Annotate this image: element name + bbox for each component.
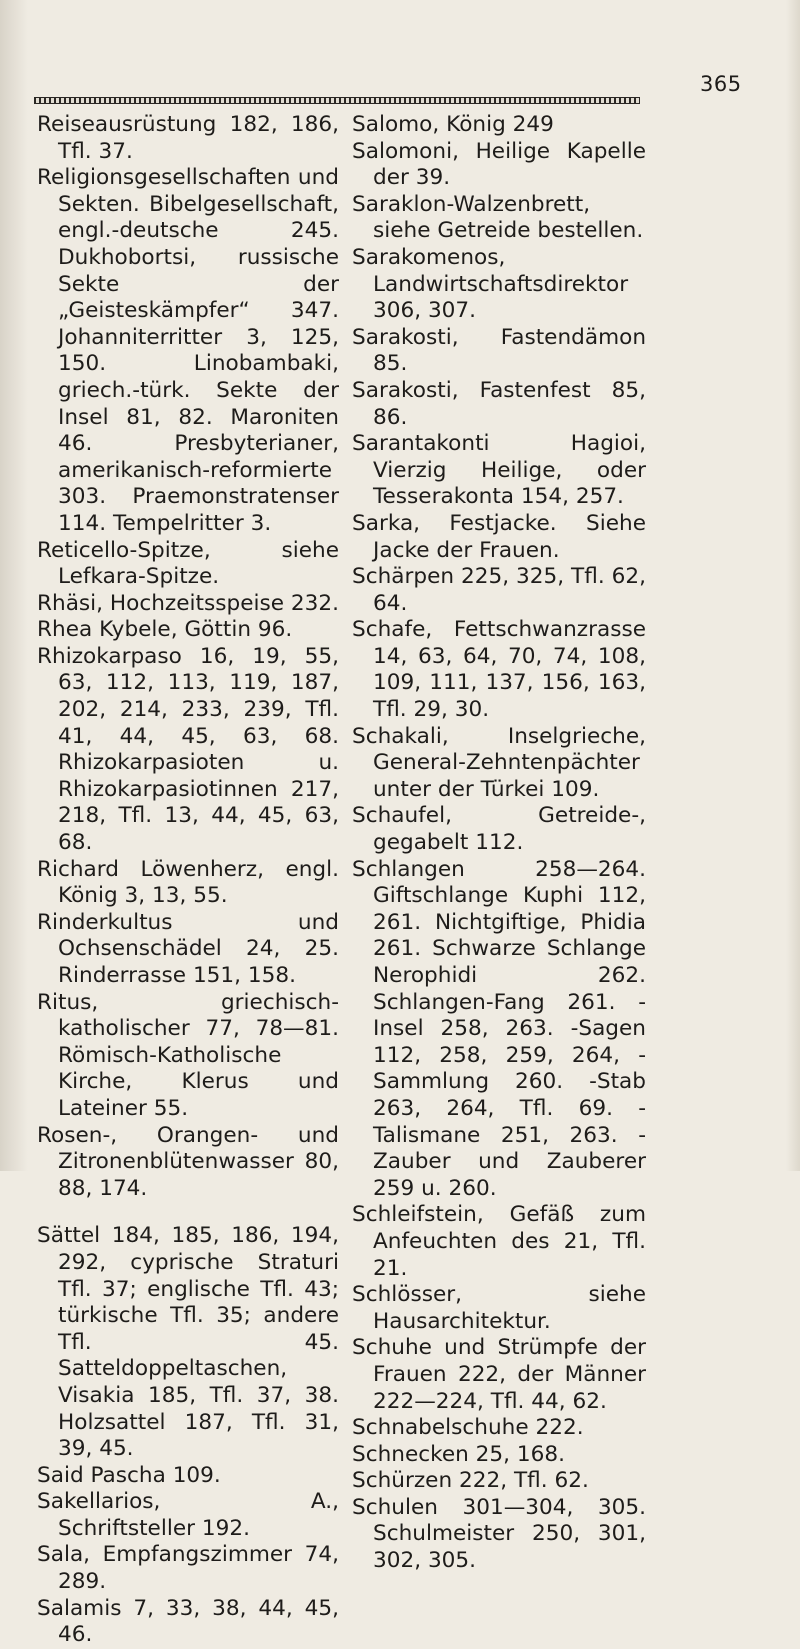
index-entry: Sala, Empfangszimmer 74, 289. — [37, 1542, 339, 1595]
index-entry: Sättel 184, 185, 186, 194, 292, cyprische Straturi Tfl. 37; englische Tfl. 43; türkische Tfl. 35; andere Tfl. 45. Satteldoppeltaschen, Visakia 185, Tfl. 37, 38. Holzsattel 187, Tfl. 31, 39, 45. — [37, 1223, 339, 1462]
index-entry: Sarka, Festjacke. Siehe Jacke der Frauen. — [352, 510, 646, 563]
index-entry: Sarantakonti Hagioi, Vierzig Heilige, oder Tesserakonta 154, 257. — [352, 431, 646, 510]
index-entry: Sarakomenos, Landwirtschaftsdirektor 306, 307. — [352, 244, 629, 324]
index-entry: Schlangen 258—264. Giftschlange Kuphi 112, 261. Nichtgiftige, Phidia 261. Schwarze Schlange Nerophidi 262. Schlangen-Fang 261. -Insel 258, 263. -Sagen 112, 258, 259, 264, -Sammlung 260. -Stab 263, 264, Tfl. 69. -Talismane 251, 263. -Zauber und Zauberer 259 u. 260. — [352, 856, 646, 1201]
index-entry: Rhäsi, Hochzeitsspeise 232. — [37, 590, 339, 616]
index-entry: Schlösser, siehe Hausarchitektur. — [352, 1282, 646, 1334]
index-entry: Sarakosti, Fastendämon 85. — [352, 324, 646, 377]
index-entry: Salomo, König 249 — [352, 112, 554, 137]
index-entry: Richard Löwenherz, engl. König 3, 13, 55. — [37, 856, 339, 909]
ornamental-header-rule — [34, 97, 640, 104]
index-entry: Schürzen 222, Tfl. 62. — [352, 1468, 589, 1494]
index-entry: Rinderkultus und Ochsenschädel 24, 25. Rinderrasse 151, 158. — [37, 909, 339, 988]
index-entry: Said Pascha 109. — [37, 1462, 221, 1488]
page-number: 365 — [700, 72, 742, 96]
index-entry: Rosen-, Orangen- und Zitronenblütenwasser 80, 88, 174. — [37, 1122, 339, 1201]
index-entry: Schulen 301—304, 305. Schulmeister 250, 301, 302, 305. — [352, 1494, 646, 1574]
index-entry: Rhea Kybele, Göttin 96. — [37, 617, 293, 643]
index-entry: Schaufel, Getreide-, gegabelt 112. — [352, 803, 646, 856]
index-entry: Salamis 7, 33, 38, 44, 45, 46. — [37, 1595, 339, 1648]
index-entry: Religionsgesellschaften und Sekten. Bibelgesellschaft, engl.-deutsche 245. Dukhobortsi, russische Sekte der „Geisteskämpfer“ 347. Johanniterritter 3, 125, 150. Linobambaki, griech.-türk. Sekte der Insel 81, 82. Maroniten 46. Presbyterianer, amerikanisch-reformierte 303. Praemonstratenser 114. Tempelritter 3. — [37, 165, 339, 536]
index-entry: Schuhe und Strümpfe der Frauen 222, der Männer 222—224, Tfl. 44, 62. — [352, 1335, 646, 1414]
index-entry: Schafe, Fettschwanzrasse 14, 63, 64, 70, 74, 108, 109, 111, 137, 156, 163, Tfl. 29, 30. — [352, 617, 646, 723]
index-entry: Schnabelschuhe 222. — [352, 1415, 584, 1441]
index-entry: Sarakosti, Fastenfest 85, 86. — [352, 377, 646, 430]
page-edge-shadow-left — [0, 0, 28, 1171]
index-column-right — [352, 112, 646, 1575]
index-entry: Schakali, Inselgrieche, General-Zehntenpächter unter der Türkei 109. — [352, 723, 646, 802]
index-entry: Reticello-Spitze, siehe Lefkara-Spitze. — [37, 537, 339, 590]
index-entry: Sakellarios, A., Schriftsteller 192. — [37, 1489, 339, 1541]
index-entry: Saraklon-Walzenbrett, siehe Getreide bestellen. — [352, 191, 644, 244]
index-entry: Salomoni, Heilige Kapelle der 39. — [352, 138, 646, 191]
index-entry: Schärpen 225, 325, Tfl. 62, 64. — [352, 564, 646, 616]
page-edge-shadow-right — [786, 0, 800, 1171]
index-entry: Rhizokarpaso 16, 19, 55, 63, 112, 113, 119, 187, 202, 214, 233, 239, Tfl. 41, 44, 45, 63, 68. Rhizokarpasioten u. Rhizokarpasiotinnen 217, 218, Tfl. 13, 44, 45, 63, 68. — [37, 643, 339, 856]
index-entry: Schleifstein, Gefäß zum Anfeuchten des 21, Tfl. 21. — [352, 1202, 646, 1281]
index-entry: Reiseausrüstung 182, 186, Tfl. 37. — [37, 112, 339, 164]
index-entry: Schnecken 25, 168. — [352, 1441, 565, 1467]
index-entry: Ritus, griechisch-katholischer 77, 78—81. Römisch-Katholische Kirche, Klerus und Lateiner 55. — [37, 989, 339, 1121]
index-column-left — [37, 112, 339, 1649]
